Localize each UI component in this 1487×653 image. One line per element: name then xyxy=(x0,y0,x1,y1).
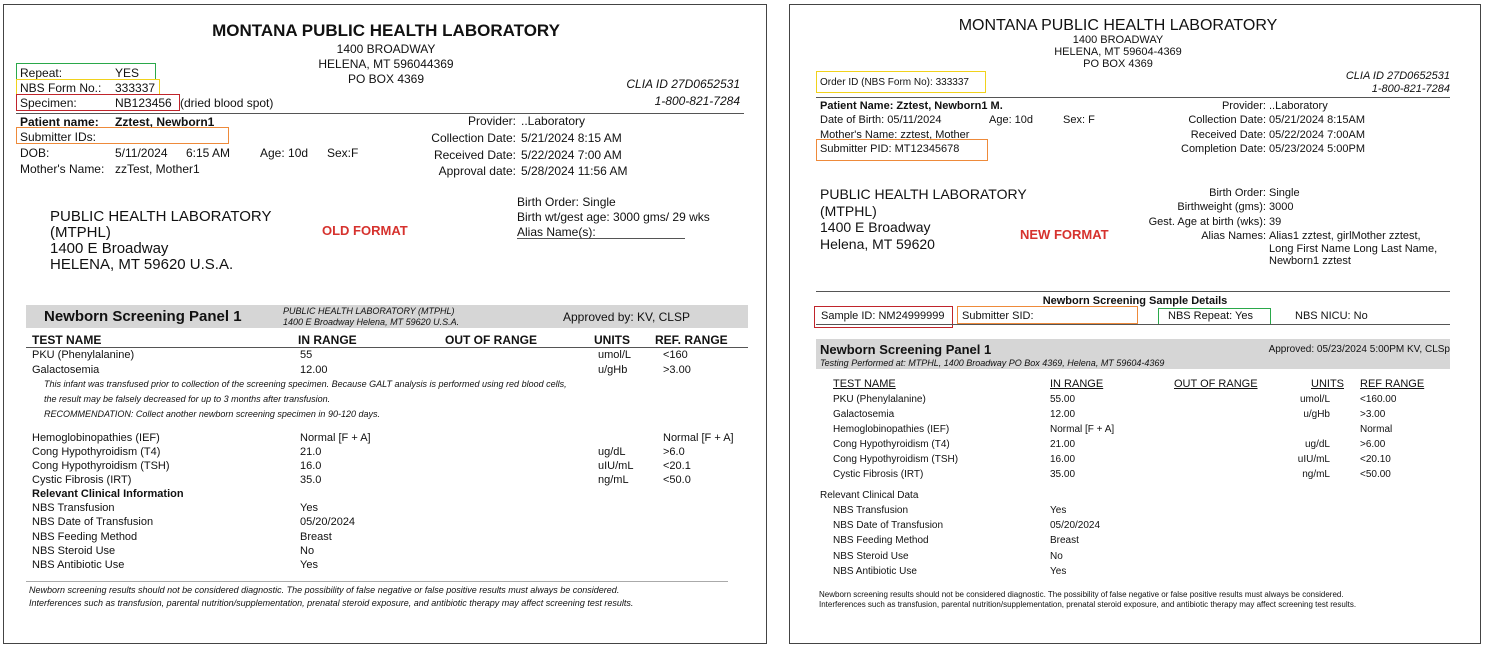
alias-name-line3: Newborn1 zztest xyxy=(1269,255,1351,267)
clinical-item-label: NBS Transfusion xyxy=(32,502,115,514)
transfusion-note-line2: the result may be falsely decreased for up to 3 months after transfusion. xyxy=(44,394,331,404)
table-row-in-range: 35.00 xyxy=(1050,469,1076,480)
table-row-name: Cystic Fibrosis (IRT) xyxy=(833,469,924,480)
table-row-units: u/gHb xyxy=(598,364,628,376)
table-row-in-range: 55.00 xyxy=(1050,394,1076,405)
birth-order: Birth Order: Single xyxy=(517,195,616,209)
table-row-units: ug/dL xyxy=(598,446,626,458)
table-row-units: uIU/mL xyxy=(598,460,634,472)
submitter-pid-highlight-box xyxy=(816,139,988,161)
sex: Sex: F xyxy=(1063,114,1095,126)
alias-names: Alias Name(s): xyxy=(517,225,596,239)
table-row-units: ng/mL xyxy=(1302,469,1330,480)
table-row-ref: <20.1 xyxy=(663,460,691,472)
age: Age: 10d xyxy=(260,146,309,160)
col-test-name: TEST NAME xyxy=(32,333,102,347)
submitter-ids-highlight-box xyxy=(16,127,229,144)
table-row-name: Cong Hypothyroidism (TSH) xyxy=(32,460,170,472)
col-in-range: IN RANGE xyxy=(298,333,357,347)
footer-divider xyxy=(26,581,728,582)
approval-date-value: 5/28/2024 11:56 AM xyxy=(521,164,628,178)
transfusion-note-line1: This infant was transfused prior to collection of the screening specimen. Because GALT analysis is performed using red blood cells, xyxy=(44,379,567,389)
sample-id: Sample ID: NM24999999 xyxy=(821,310,945,322)
approved: Approved: 05/23/2024 5:00PM KV, CLSp xyxy=(1268,344,1450,355)
provider-value: ..Laboratory xyxy=(521,114,586,128)
clinical-item-label: NBS Transfusion xyxy=(833,505,909,516)
table-row-ref: <20.10 xyxy=(1360,454,1391,465)
mother-name: Mother's Name: zztest, Mother xyxy=(820,129,970,141)
table-row-name: Galactosemia xyxy=(32,364,100,376)
repeat-label: Repeat: xyxy=(20,66,63,80)
phl-abbrev: (MTPHL) xyxy=(820,203,877,219)
clinical-item-value: Yes xyxy=(1050,566,1067,577)
lab-address-line3: PO BOX 4369 xyxy=(347,72,425,86)
specimen-label: Specimen: xyxy=(20,96,77,110)
alias-name-line2: Long First Name Long Last Name, xyxy=(1269,243,1438,255)
table-row-in-range: 16.0 xyxy=(300,460,322,472)
nbs-form-label: NBS Form No.: xyxy=(20,81,102,95)
sample-details-title: Newborn Screening Sample Details xyxy=(1042,295,1228,307)
table-row-units: ng/mL xyxy=(598,474,629,486)
table-row-name: PKU (Phenylalanine) xyxy=(833,394,926,405)
clinical-item-label: NBS Steroid Use xyxy=(32,545,116,557)
clinical-item-value: Breast xyxy=(300,531,332,543)
patient-name-label: Patient name: xyxy=(20,115,99,129)
clinical-item-label: NBS Steroid Use xyxy=(833,551,909,562)
table-row-ref: Normal xyxy=(1360,424,1393,435)
table-row-units: umol/L xyxy=(598,349,632,361)
lab-phone: 1-800-821-7284 xyxy=(654,94,740,108)
footer-disclaimer-line1: Newborn screening results should not be considered diagnostic. The possibility of false negative or false positive results must always be considered. xyxy=(29,585,620,595)
birth-weight-gest-age: Birth wt/gest age: 3000 gms/ 29 wks xyxy=(517,210,710,224)
phl-street: 1400 E Broadway xyxy=(820,219,931,235)
panel-lab-line2: 1400 E Broadway Helena, MT 59620 U.S.A. xyxy=(283,317,460,327)
sample-details-divider xyxy=(816,291,1450,292)
lab-address-line2: HELENA, MT 59604-4369 xyxy=(1054,46,1182,58)
lab-address-line1: 1400 BROADWAY xyxy=(336,42,436,56)
panel-testing-location: Testing Performed at: MTPHL, 1400 Broadway PO Box 4369, Helena, MT 59604-4369 xyxy=(820,358,1165,368)
completion-date-value: 05/23/2024 5:00PM xyxy=(1269,143,1366,155)
nbs-repeat-highlight-box xyxy=(1158,308,1271,325)
received-date-label: Received Date: xyxy=(1190,129,1266,141)
provider-value: ..Laboratory xyxy=(1269,100,1328,112)
header-divider xyxy=(16,113,744,114)
table-row-ref: >3.00 xyxy=(1360,409,1386,420)
footer-disclaimer-line1: Newborn screening results should not be considered diagnostic. The possibility of false negative or false positive results must always be considered. xyxy=(819,590,1344,599)
format-label: NEW FORMAT xyxy=(1020,227,1109,242)
clinical-item-label: NBS Antibiotic Use xyxy=(833,566,917,577)
submitter-ids-label: Submitter IDs: xyxy=(20,130,97,144)
new-format-report xyxy=(789,4,1481,644)
submitter-sid-highlight-box xyxy=(957,306,1138,324)
lab-phone: 1-800-821-7284 xyxy=(1371,83,1450,95)
col-in-range: IN RANGE xyxy=(1050,378,1104,390)
order-id: Order ID (NBS Form No): 333337 xyxy=(820,77,969,88)
col-out-of-range: OUT OF RANGE xyxy=(445,333,537,347)
table-row-ref: <50.0 xyxy=(663,474,691,486)
old-format-report xyxy=(3,4,767,644)
mother-name-value: zzTest, Mother1 xyxy=(115,162,200,176)
panel-title: Newborn Screening Panel 1 xyxy=(44,308,242,325)
specimen-note: (dried blood spot) xyxy=(180,96,274,110)
table-row-ref: >3.00 xyxy=(663,364,691,376)
specimen-value: NB123456 xyxy=(115,96,172,110)
repeat-highlight-box xyxy=(16,63,156,80)
phl-name: PUBLIC HEALTH LABORATORY xyxy=(50,208,272,225)
table-row-name: Cong Hypothyroidism (T4) xyxy=(833,439,950,450)
table-row-ref: <160.00 xyxy=(1360,394,1397,405)
phl-name: PUBLIC HEALTH LABORATORY xyxy=(820,186,1027,202)
phl-street: 1400 E Broadway xyxy=(50,240,169,257)
nbs-form-value: 333337 xyxy=(115,81,156,95)
table-row-in-range: Normal [F + A] xyxy=(300,432,371,444)
footer-disclaimer-line2: Interferences such as transfusion, parental nutrition/supplementation, prenatal steroid exposure, and antibiotic therapy may affect screening test results. xyxy=(29,598,634,608)
table-row-ref: >6.0 xyxy=(663,446,685,458)
table-row-in-range: 55 xyxy=(300,349,313,361)
phl-abbrev: (MTPHL) xyxy=(50,224,111,241)
gest-age-label: Gest. Age at birth (wks): xyxy=(1148,216,1266,228)
received-date-value: 5/22/2024 7:00 AM xyxy=(521,148,622,162)
clinical-item-label: NBS Feeding Method xyxy=(32,531,138,543)
alias-underline xyxy=(517,238,685,239)
clinical-item-value: 05/20/2024 xyxy=(300,516,356,528)
clinical-item-value: Yes xyxy=(300,559,318,571)
table-row-name: PKU (Phenylalanine) xyxy=(32,349,135,361)
table-row-ref: Normal [F + A] xyxy=(663,432,734,444)
format-label: OLD FORMAT xyxy=(322,223,408,238)
clinical-item-value: No xyxy=(300,545,315,557)
alias-names-label: Alias Names: xyxy=(1201,230,1266,242)
sample-row-underline xyxy=(816,324,1450,325)
approved-by: Approved by: KV, CLSP xyxy=(563,310,690,324)
table-row-name: Hemoglobinopathies (IEF) xyxy=(833,424,950,435)
alias-name-line1: Alias1 zztest, girlMother zztest, xyxy=(1269,230,1421,242)
table-row-name: Cystic Fibrosis (IRT) xyxy=(32,474,132,486)
col-ref-range: REF RANGE xyxy=(1360,378,1425,390)
collection-date-value: 5/21/2024 8:15 AM xyxy=(521,131,622,145)
table-row-in-range: 35.0 xyxy=(300,474,322,486)
submitter-pid: Submitter PID: MT12345678 xyxy=(820,143,960,155)
clinical-item-label: NBS Feeding Method xyxy=(833,535,929,546)
submitter-sid: Submitter SID: xyxy=(962,310,1034,322)
dob-date: 5/11/2024 xyxy=(115,146,168,160)
lab-address-line1: 1400 BROADWAY xyxy=(1072,34,1164,46)
repeat-value: YES xyxy=(115,66,140,80)
clia-id: CLIA ID 27D0652531 xyxy=(1345,70,1450,82)
table-row-in-range: 16.00 xyxy=(1050,454,1076,465)
provider-label: Provider: xyxy=(467,114,516,128)
clinical-item-value: 05/20/2024 xyxy=(1050,520,1101,531)
provider-label: Provider: xyxy=(1221,100,1266,112)
approval-date-label: Approval date: xyxy=(438,164,516,178)
mother-name-label: Mother's Name: xyxy=(20,162,105,176)
panel-title: Newborn Screening Panel 1 xyxy=(820,342,992,357)
received-date-value: 05/22/2024 7:00AM xyxy=(1269,129,1366,141)
collection-date-label: Collection Date: xyxy=(431,131,516,145)
patient-name-value: Zztest, Newborn1 xyxy=(115,115,215,129)
collection-date-value: 05/21/2024 8:15AM xyxy=(1269,114,1366,126)
header-divider xyxy=(816,97,1450,98)
table-row-ref: <160 xyxy=(663,349,688,361)
clia-id: CLIA ID 27D0652531 xyxy=(626,77,740,91)
panel-lab-line1: PUBLIC HEALTH LABORATORY (MTPHL) xyxy=(283,306,455,316)
dob-time: 6:15 AM xyxy=(186,146,231,160)
table-row-units: ug/dL xyxy=(1304,439,1330,450)
recommendation-note: RECOMMENDATION: Collect another newborn screening specimen in 90-120 days. xyxy=(44,409,380,419)
table-row-units: u/gHb xyxy=(1303,409,1330,420)
sex: Sex:F xyxy=(327,146,359,160)
col-units: UNITS xyxy=(1311,378,1344,390)
clinical-item-value: Breast xyxy=(1050,535,1079,546)
col-test-name: TEST NAME xyxy=(833,378,896,390)
col-ref-range: REF. RANGE xyxy=(655,333,728,347)
lab-address-line2: HELENA, MT 596044369 xyxy=(318,57,454,71)
table-row-name: Hemoglobinopathies (IEF) xyxy=(32,432,160,444)
table-row-ref: <50.00 xyxy=(1360,469,1391,480)
age: Age: 10d xyxy=(989,114,1034,126)
nbs-repeat: NBS Repeat: Yes xyxy=(1168,310,1254,322)
nbs-nicu: NBS NICU: No xyxy=(1295,310,1368,322)
column-header-divider xyxy=(26,347,748,348)
order-id-highlight-box xyxy=(816,71,986,93)
date-of-birth: Date of Birth: 05/11/2024 xyxy=(820,114,942,126)
birth-order-value: Single xyxy=(1269,187,1300,199)
table-row-name: Cong Hypothyroidism (TSH) xyxy=(833,454,959,465)
footer-disclaimer-line2: Interferences such as transfusion, parental nutrition/supplementation, prenatal steroid exposure, and antibiotic therapy may affect screening test results. xyxy=(819,600,1357,609)
table-row-in-range: 12.00 xyxy=(300,364,328,376)
clinical-data-title: Relevant Clinical Data xyxy=(820,490,919,501)
clinical-item-value: Yes xyxy=(300,502,318,514)
lab-title: MONTANA PUBLIC HEALTH LABORATORY xyxy=(212,21,560,40)
birthweight-label: Birthweight (gms): xyxy=(1177,201,1266,213)
birth-order-label: Birth Order: xyxy=(1209,187,1266,199)
col-units: UNITS xyxy=(594,333,630,347)
table-row-in-range: 21.0 xyxy=(300,446,322,458)
patient-name: Patient Name: Zztest, Newborn1 M. xyxy=(820,100,1003,112)
specimen-highlight-box xyxy=(16,94,180,111)
lab-title: MONTANA PUBLIC HEALTH LABORATORY xyxy=(958,17,1278,34)
table-row-ref: >6.00 xyxy=(1360,439,1386,450)
clinical-item-label: NBS Date of Transfusion xyxy=(833,520,944,531)
birthweight-value: 3000 xyxy=(1269,201,1294,213)
table-row-name: Cong Hypothyroidism (T4) xyxy=(32,446,161,458)
collection-date-label: Collection Date: xyxy=(1188,114,1266,126)
table-row-units: uIU/mL xyxy=(1297,454,1330,465)
clinical-item-value: Yes xyxy=(1050,505,1067,516)
table-row-in-range: 21.00 xyxy=(1050,439,1076,450)
col-out-of-range: OUT OF RANGE xyxy=(1174,378,1258,390)
lab-address-line3: PO BOX 4369 xyxy=(1083,58,1153,70)
nbs-form-highlight-box xyxy=(16,79,160,95)
gest-age-value: 39 xyxy=(1269,216,1282,228)
received-date-label: Received Date: xyxy=(433,148,516,162)
table-row-units: umol/L xyxy=(1299,394,1330,405)
table-row-in-range: 12.00 xyxy=(1050,409,1076,420)
clinical-item-value: No xyxy=(1050,551,1063,562)
clinical-item-label: NBS Date of Transfusion xyxy=(32,516,154,528)
phl-city: HELENA, MT 59620 U.S.A. xyxy=(50,256,234,273)
dob-label: DOB: xyxy=(20,146,50,160)
clinical-item-label: NBS Antibiotic Use xyxy=(32,559,125,571)
clinical-info-title: Relevant Clinical Information xyxy=(32,488,184,500)
completion-date-label: Completion Date: xyxy=(1181,143,1266,155)
table-row-name: Galactosemia xyxy=(833,409,895,420)
table-row-in-range: Normal [F + A] xyxy=(1050,424,1115,435)
phl-city: Helena, MT 59620 xyxy=(820,236,935,252)
